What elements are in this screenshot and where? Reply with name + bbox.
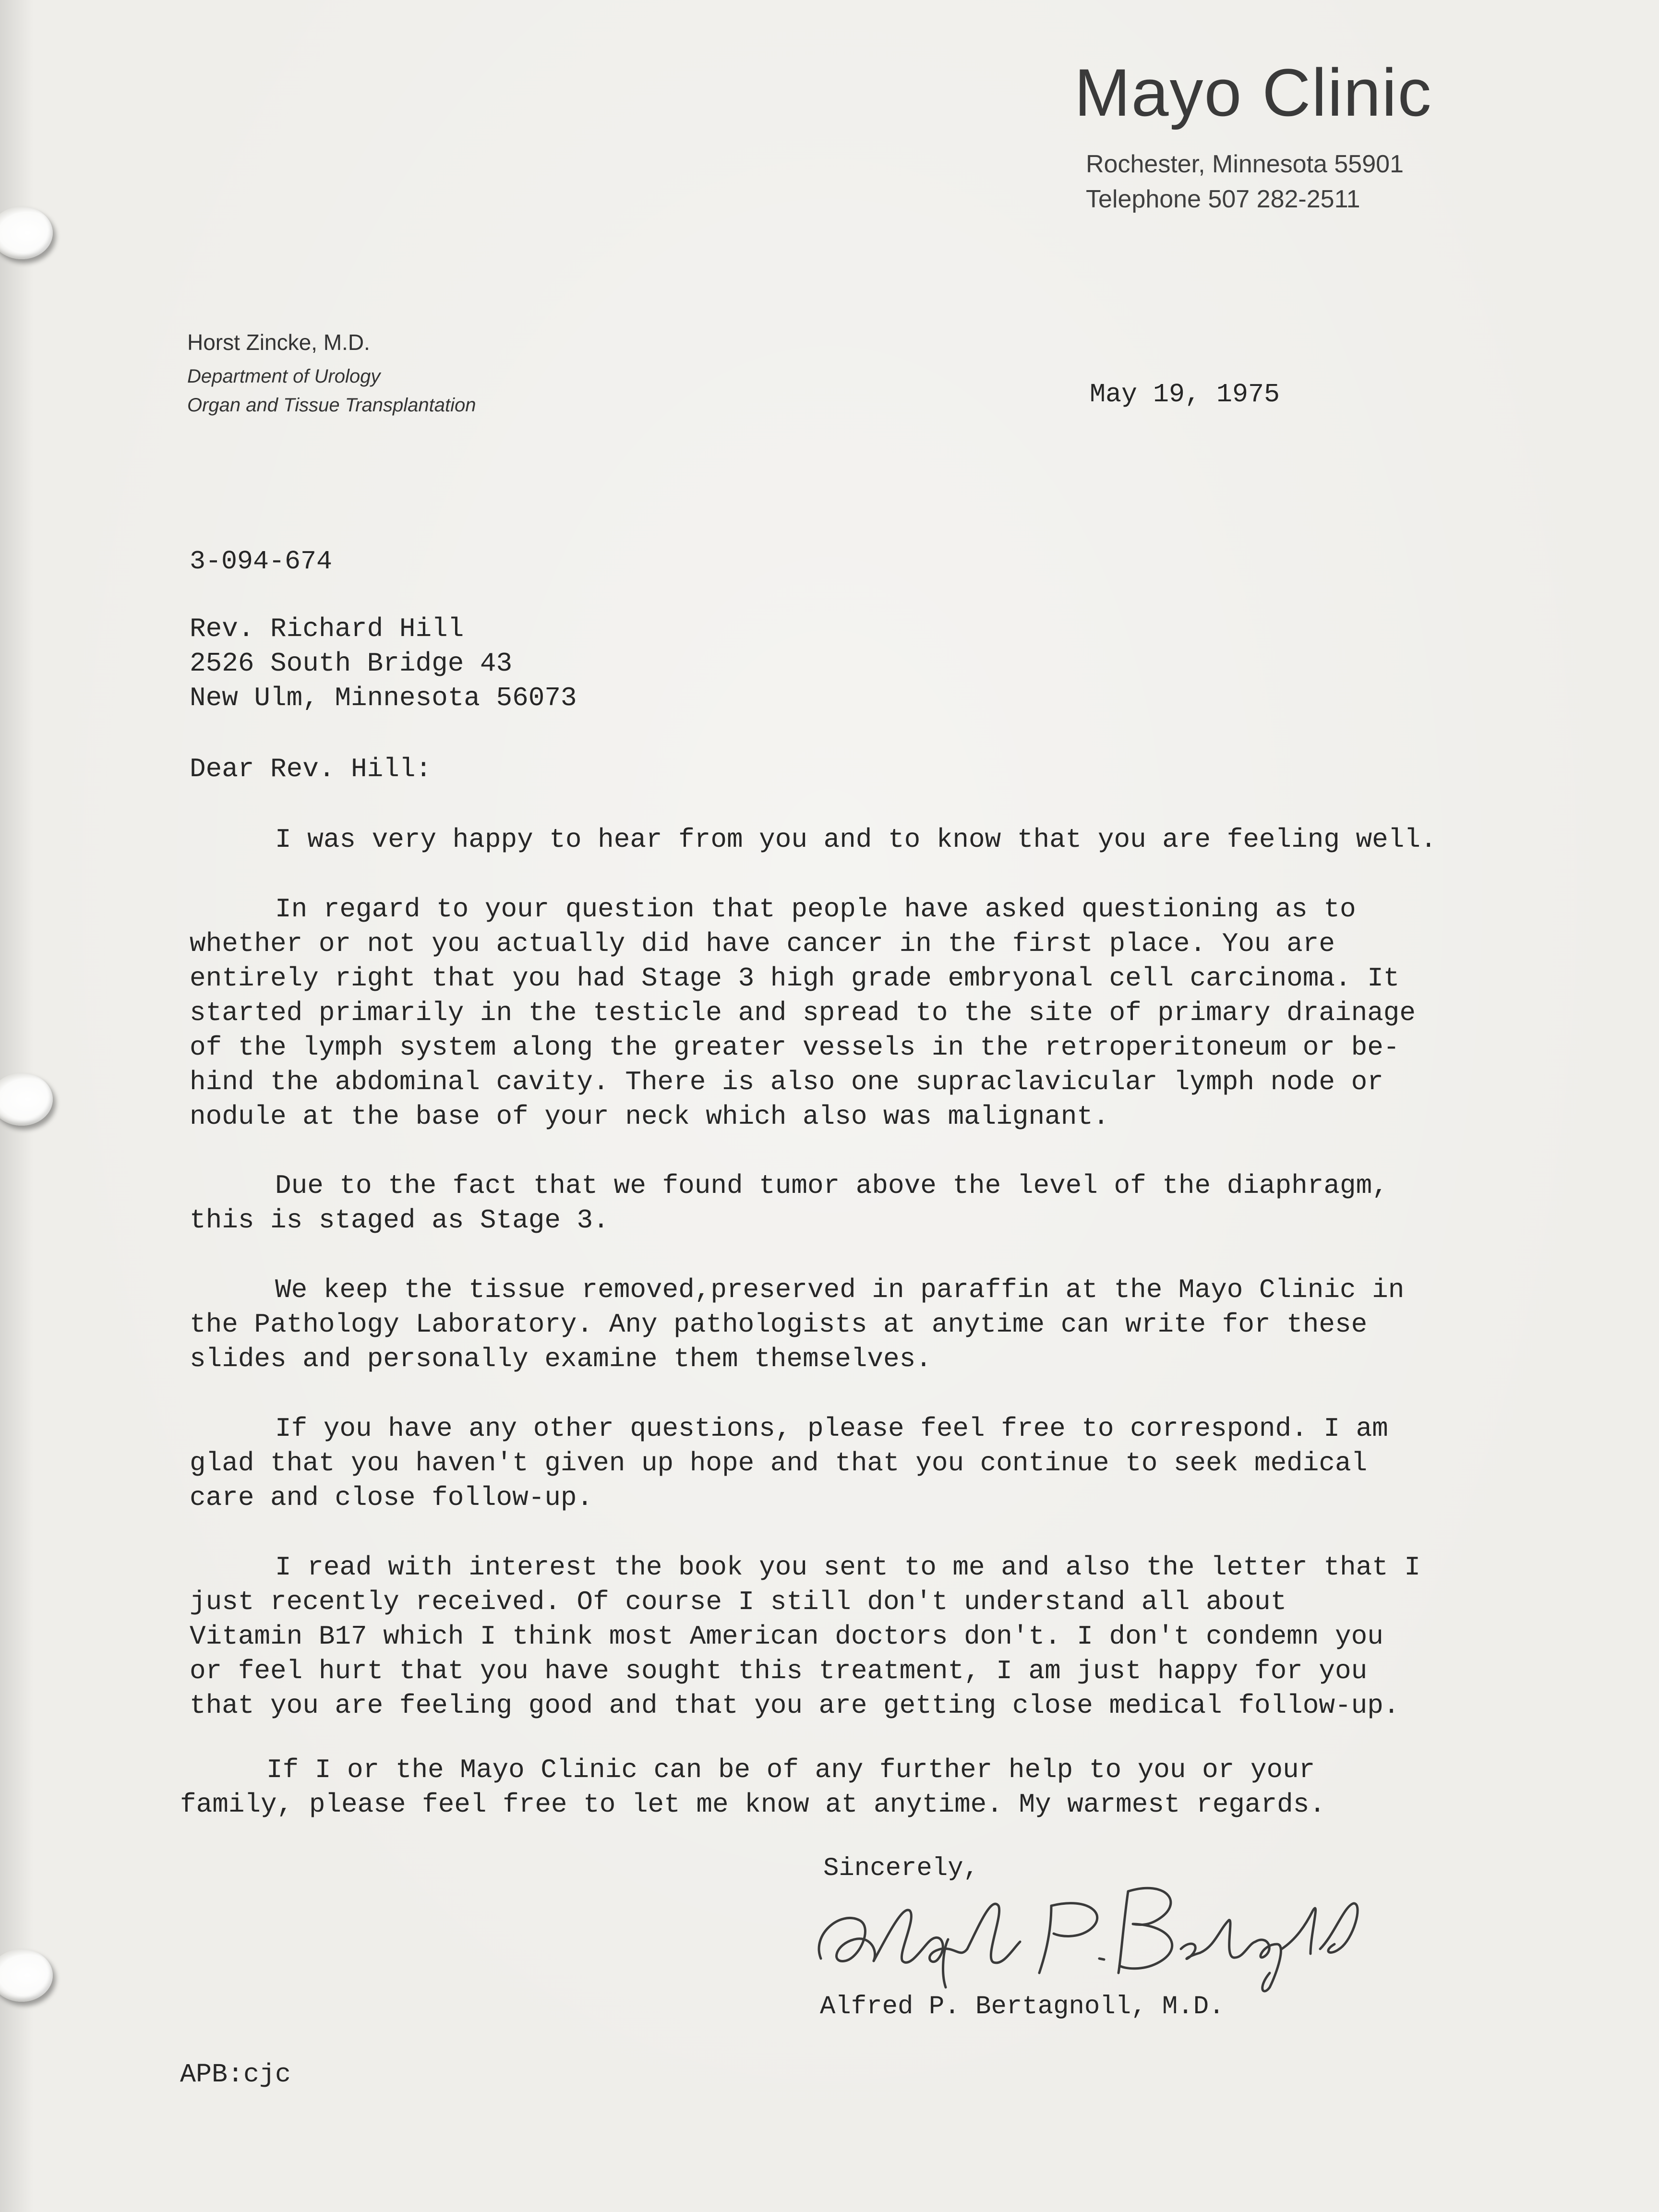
body-line: If I or the Mayo Clinic can be of any further help to you or your	[266, 1755, 1315, 1785]
body-line: or feel hurt that you have sought this treatment, I am just happy for you	[190, 1656, 1368, 1686]
body-line: care and close follow-up.	[190, 1482, 593, 1513]
recipient-name: Rev. Richard Hill	[190, 613, 464, 644]
body-line: Vitamin B17 which I think most American doctors don't. I don't condemn you	[190, 1621, 1383, 1652]
closing: Sincerely,	[823, 1854, 979, 1883]
binder-hole	[0, 1949, 53, 2002]
body-line: whether or not you actually did have cancer in the first place. You are	[190, 928, 1335, 959]
letter-date: May 19, 1975	[1090, 379, 1280, 409]
body-line: this is staged as Stage 3.	[190, 1205, 609, 1236]
body-line: entirely right that you had Stage 3 high grade embryonal cell carcinoma. It	[190, 963, 1400, 994]
typist-initials: APB:cjc	[180, 2059, 291, 2090]
body-line: slides and personally examine them themselves.	[190, 1344, 932, 1374]
recipient-city: New Ulm, Minnesota 56073	[190, 683, 577, 713]
salutation: Dear Rev. Hill:	[190, 754, 432, 784]
sender-department: Department of Urology	[187, 366, 381, 387]
body-line: started primarily in the testicle and spread to the site of primary drainage	[190, 998, 1416, 1028]
sender-name: Horst Zincke, M.D.	[187, 330, 370, 355]
handwritten-signature	[802, 1877, 1368, 2002]
body-line: In regard to your question that people have asked questioning as to	[275, 894, 1356, 925]
binder-hole	[0, 1073, 53, 1126]
body-line: Due to the fact that we found tumor above the level of the diaphragm,	[275, 1170, 1388, 1201]
body-line: the Pathology Laboratory. Any pathologists at anytime can write for these	[190, 1309, 1368, 1340]
body-line: glad that you haven't given up hope and that you continue to seek medical	[190, 1448, 1368, 1479]
letterhead-address: Rochester, Minnesota 55901	[1086, 150, 1404, 178]
sender-division: Organ and Tissue Transplantation	[187, 395, 476, 416]
body-line: We keep the tissue removed,preserved in paraffin at the Mayo Clinic in	[275, 1274, 1405, 1305]
body-line: that you are feeling good and that you are getting close medical follow-up.	[190, 1690, 1400, 1721]
binder-hole	[0, 206, 53, 259]
body-line: If you have any other questions, please feel free to correspond. I am	[275, 1413, 1388, 1444]
recipient-street: 2526 South Bridge 43	[190, 648, 513, 679]
letterhead-org-name: Mayo Clinic	[1074, 55, 1432, 130]
reference-number: 3-094-674	[190, 546, 333, 577]
body-line: nodule at the base of your neck which also was malignant.	[190, 1101, 1109, 1132]
signer-name: Alfred P. Bertagnoll, M.D.	[820, 1992, 1225, 2021]
body-line: I was very happy to hear from you and to know that you are feeling well.	[275, 824, 1437, 855]
body-line: of the lymph system along the greater vessels in the retroperitoneum or be-	[190, 1032, 1400, 1063]
body-line: hind the abdominal cavity. There is also one supraclavicular lymph node or	[190, 1067, 1383, 1097]
body-line: I read with interest the book you sent to me and also the letter that I	[275, 1552, 1420, 1583]
letterhead-telephone: Telephone 507 282-2511	[1086, 185, 1360, 213]
body-line: family, please feel free to let me know at anytime. My warmest regards.	[180, 1789, 1325, 1820]
body-line: just recently received. Of course I still don't understand all about	[190, 1587, 1287, 1617]
